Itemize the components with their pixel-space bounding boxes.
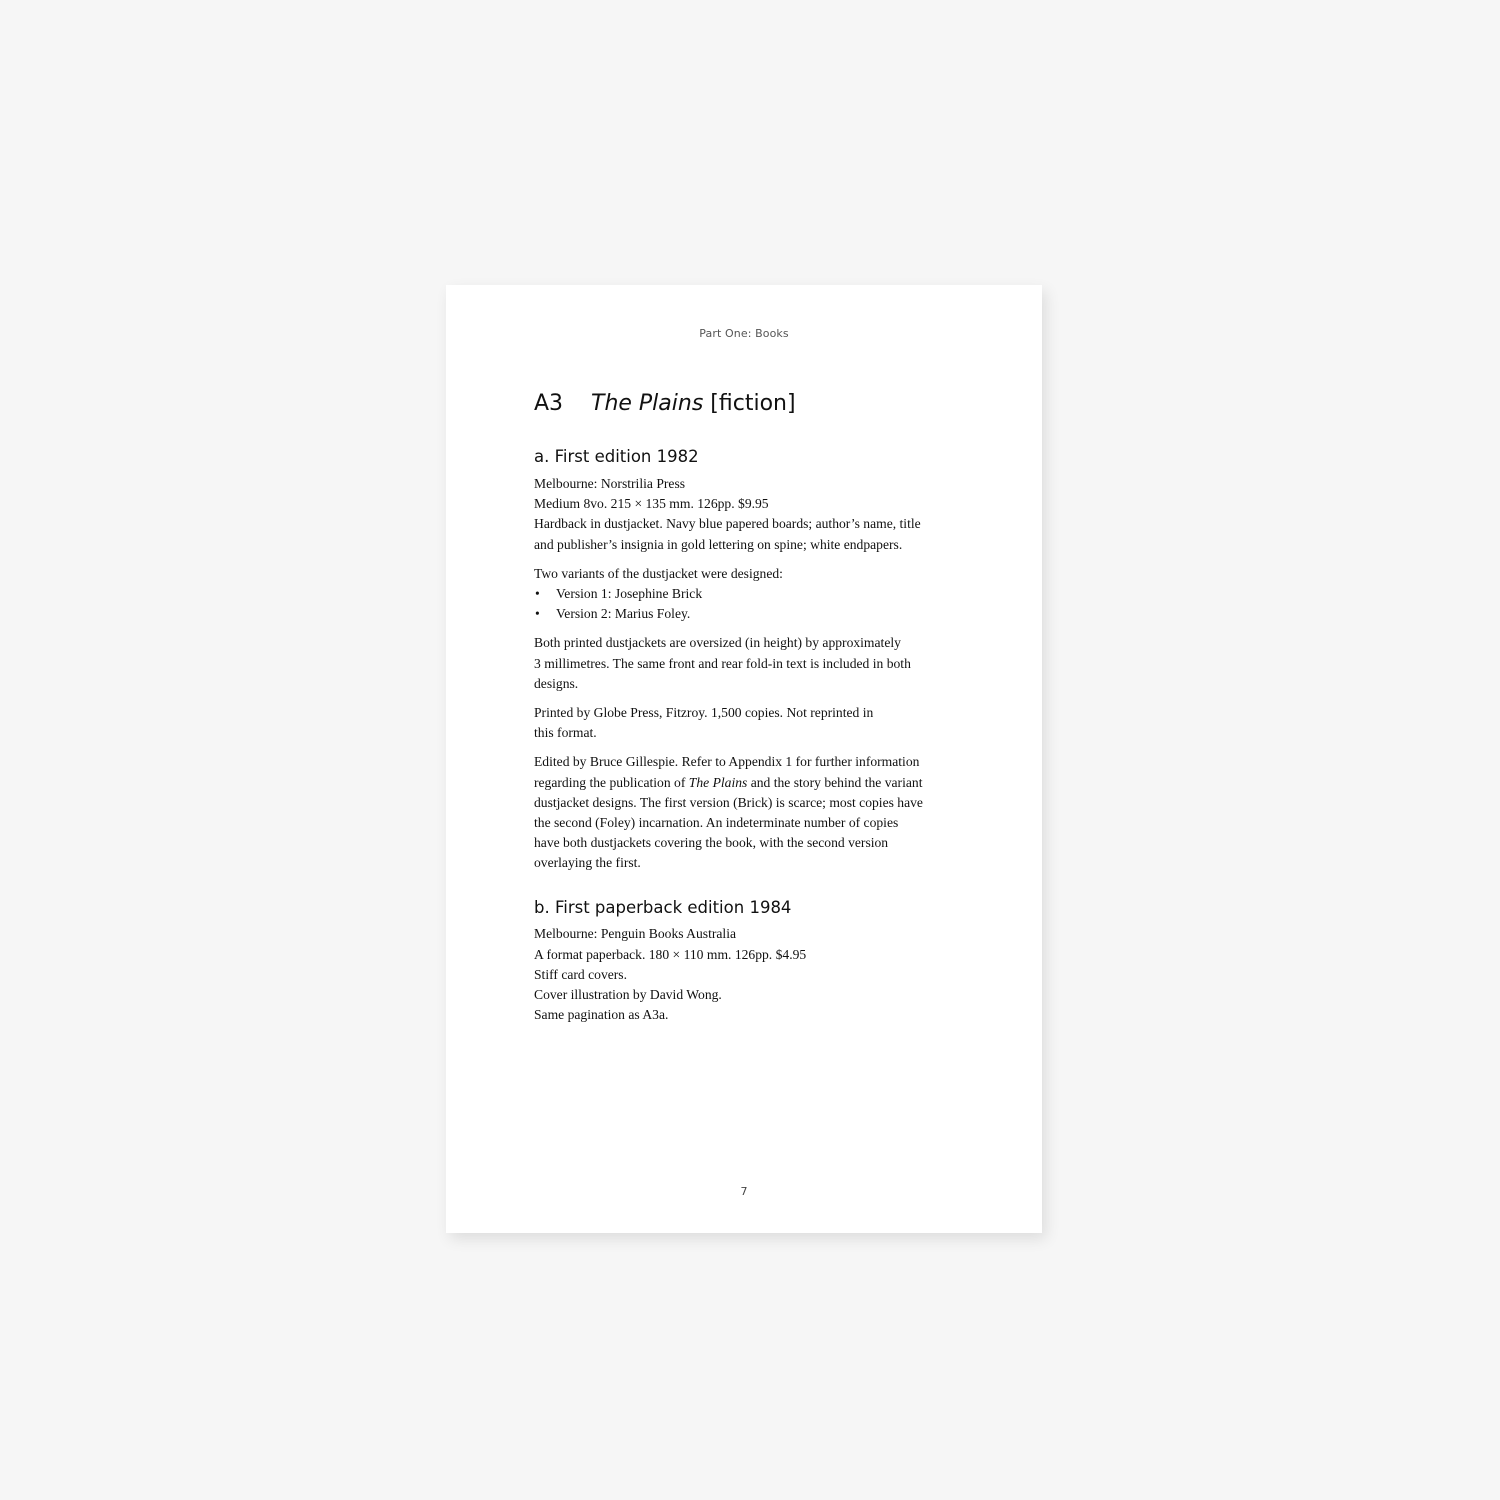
variant-label: Version 1: Josephine Brick — [556, 586, 703, 602]
entry-genre: [fiction] — [710, 391, 796, 416]
paragraph-line: dustjacket designs. The first version (Brick) is scarce; most copies have — [534, 794, 923, 810]
paragraph-line: this format. — [534, 725, 597, 741]
printer-paragraph — [534, 703, 964, 743]
detail-line: A format paperback. 180 × 110 mm. 126pp. $4.95 — [534, 946, 807, 962]
paragraph-line: Edited by Bruce Gillespie. Refer to Appendix 1 for further information — [534, 754, 920, 770]
detail-line: and publisher’s insignia in gold lettering on spine; white endpapers. — [534, 536, 903, 552]
list-item — [534, 604, 964, 624]
detail-line: Cover illustration by David Wong. — [534, 986, 722, 1002]
book-page — [446, 285, 1042, 1233]
paragraph-line: the second (Foley) incarnation. An indeterminate number of copies — [534, 815, 899, 831]
detail-line: Hardback in dustjacket. Navy blue papered boards; author’s name, title — [534, 516, 921, 532]
paragraph-line: Printed by Globe Press, Fitzroy. 1,500 copies. Not reprinted in — [534, 705, 874, 721]
page-number: 7 — [740, 1185, 748, 1198]
entry-code: A3 — [534, 391, 564, 416]
paragraph-line: Both printed dustjackets are oversized (in height) by approximately — [534, 635, 901, 651]
list-item — [534, 584, 964, 604]
entry-book-title: The Plains — [591, 391, 704, 416]
detail-line: Medium 8vo. 215 × 135 mm. 126pp. $9.95 — [534, 496, 769, 512]
oversize-paragraph — [534, 633, 964, 694]
variants-list — [534, 584, 964, 624]
paragraph-line: overlaying the first. — [534, 855, 641, 871]
paragraph-line: designs. — [534, 675, 579, 691]
section-a-body — [534, 474, 964, 874]
detail-line: Melbourne: Norstrilia Press — [534, 476, 686, 492]
notes-paragraph — [534, 752, 964, 873]
section-a-heading: a. First edition 1982 — [534, 447, 699, 467]
section-b-heading: b. First paperback edition 1984 — [534, 897, 792, 917]
entry-title — [534, 391, 964, 417]
paragraph-line: have both dustjackets covering the book, with the second version — [534, 835, 889, 851]
paragraph-line: 3 millimetres. The same front and rear fold-in text is included in both — [534, 655, 911, 671]
section-a-details — [534, 474, 964, 555]
detail-line: Stiff card covers. — [534, 966, 627, 982]
variants-intro: Two variants of the dustjacket were designed: — [534, 565, 783, 581]
bullet-icon: • — [535, 586, 540, 602]
page-content — [534, 391, 964, 1025]
detail-line: Melbourne: Penguin Books Australia — [534, 926, 737, 942]
notes-book-title: The Plains — [688, 774, 748, 790]
section-b-body — [534, 924, 964, 1025]
detail-line: Same pagination as A3a. — [534, 1007, 669, 1023]
running-head: Part One: Books — [699, 327, 789, 340]
bullet-icon: • — [535, 606, 540, 622]
variant-label: Version 2: Marius Foley. — [556, 606, 691, 622]
paragraph-line — [534, 773, 964, 793]
section-b-details — [534, 924, 964, 1025]
notes-text: regarding the publication of — [534, 774, 689, 790]
notes-text: and the story behind the variant — [747, 774, 923, 790]
